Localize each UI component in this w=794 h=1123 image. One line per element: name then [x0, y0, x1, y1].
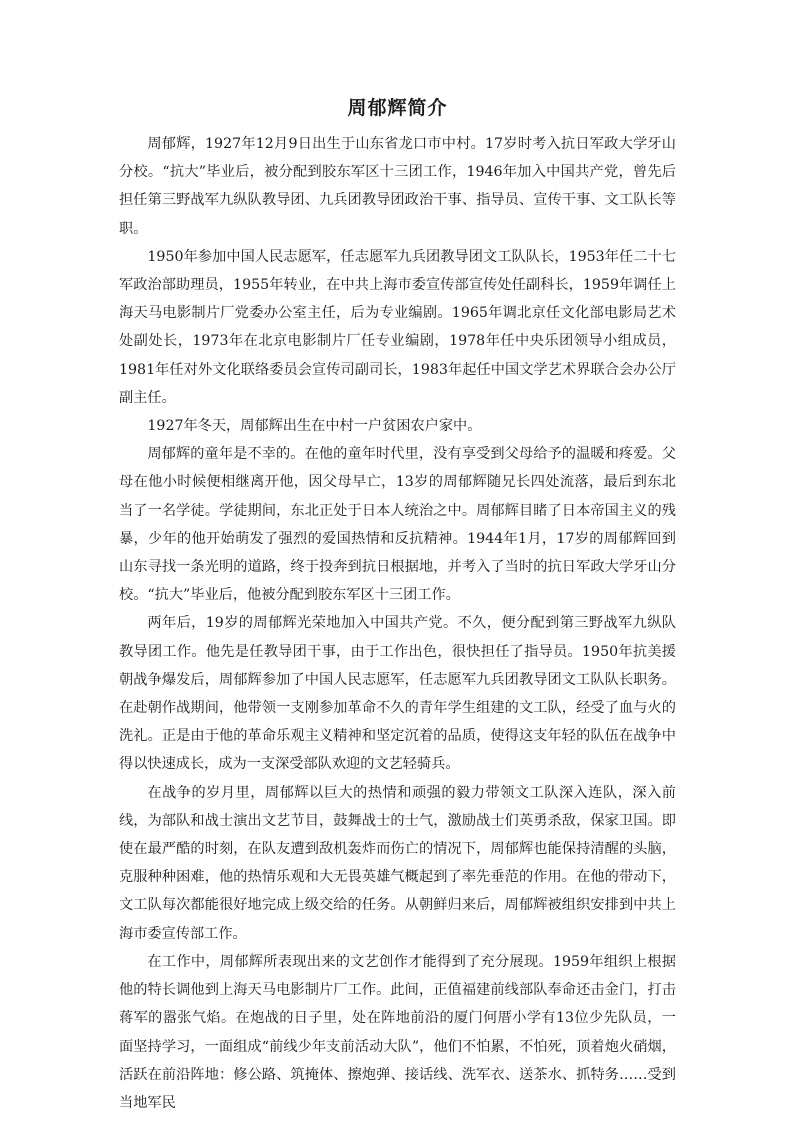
- paragraph-1: 周郁辉，1927年12月9日出生于山东省龙口市中村。17岁时考入抗日军政大学牙山分校。“抗大”毕业后，被分配到胶东军区十三团工作，1946年加入中国共产党，曾先后担任第三野战军九纵队教导团、九兵团教导团政治干事、指导员、宣传干事、文工队长等职。: [119, 136, 676, 237]
- paragraph-4: 周郁辉的童年是不幸的。在他的童年时代里，没有享受到父母给予的温暖和疼爱。父母在他小时候便相继离开他，因父母早亡，13岁的周郁辉随兄长四处流落，最后到东北当了一名学徒。学徒期间，东北正处于日本人统治之中。周郁辉目睹了日本帝国主义的残暴，少年的他开始萌发了强烈的爱国热情和反抗精神。1944年1月，17岁的周郁辉回到山东寻找一条光明的道路，终于投奔到抗日根据地，并考入了当时的抗日军政大学牙山分校。“抗大”毕业后，他被分配到胶东军区十三团工作。: [119, 446, 676, 604]
- paragraph-3: 1927年冬天，周郁辉出生在中村一户贫困农户家中。: [147, 418, 482, 435]
- document-title: 周郁辉简介: [347, 97, 448, 119]
- paragraph-5: 两年后，19岁的周郁辉光荣地加入中国共产党。不久，便分配到第三野战军九纵队教导团工作。他先是任教导团干事，由于工作出色，很快担任了指导员。1950年抗美援朝战争爆发后，周郁辉参加了中国人民志愿军，任志愿军九兵团教导团文工队队长职务。在赴朝作战期间，他带领一支刚参加革命不久的青年学生组建的文工队，经受了血与火的洗礼。正是由于他的革命乐观主义精神和坚定沉着的品质，使得这支年轻的队伍在战争中得以快速成长，成为一支深受部队欢迎的文艺轻骑兵。: [119, 615, 676, 773]
- paragraph-6: 在战争的岁月里，周郁辉以巨大的热情和顽强的毅力带领文工队深入连队，深入前线，为部队和战士演出文艺节目，鼓舞战士的士气，激励战士们英勇杀敌，保家卫国。即使在最严酷的时刻，在队友遭到敌机轰炸而伤亡的情况下，周郁辉也能保持清醒的头脑，克服种种困难，他的热情乐观和大无畏英雄气概起到了率先垂范的作用。在他的带动下，文工队每次都能很好地完成上级交给的任务。从朝鲜归来后，周郁辉被组织安排到中共上海市委宣传部工作。: [119, 784, 676, 942]
- document-page: [119, 92, 676, 1117]
- paragraph-2: 1950年参加中国人民志愿军，任志愿军九兵团教导团文工队队长，1953年任二十七军政治部助理员，1955年转业，在中共上海市委宣传部宣传处任副科长，1959年调任上海天马电影制片厂党委办公室主任，后为专业编剧。1965年调北京任文化部电影局艺术处副处长，1973年在北京电影制片厂任专业编剧，1978年任中央乐团领导小组成员，1981年任对外文化联络委员会宣传司副司长，1983年起任中国文学艺术界联合会办公厅副主任。: [119, 248, 676, 406]
- paragraph-7: 在工作中，周郁辉所表现出来的文艺创作才能得到了充分展现。1959年组织上根据他的特长调他到上海天马电影制片厂工作。此间，正值福建前线部队奉命还击金门，打击蒋军的嚣张气焰。在炮战的日子里，处在阵地前沿的厦门何厝小学有13位少先队员，一面坚持学习，一面组成“前线少年支前活动大队”，他们不怕累，不怕死，顶着炮火硝烟，活跃在前沿阵地：修公路、筑掩体、擦炮弹、接话线、洗军衣、送茶水、抓特务……受到当地军民: [119, 953, 676, 1111]
